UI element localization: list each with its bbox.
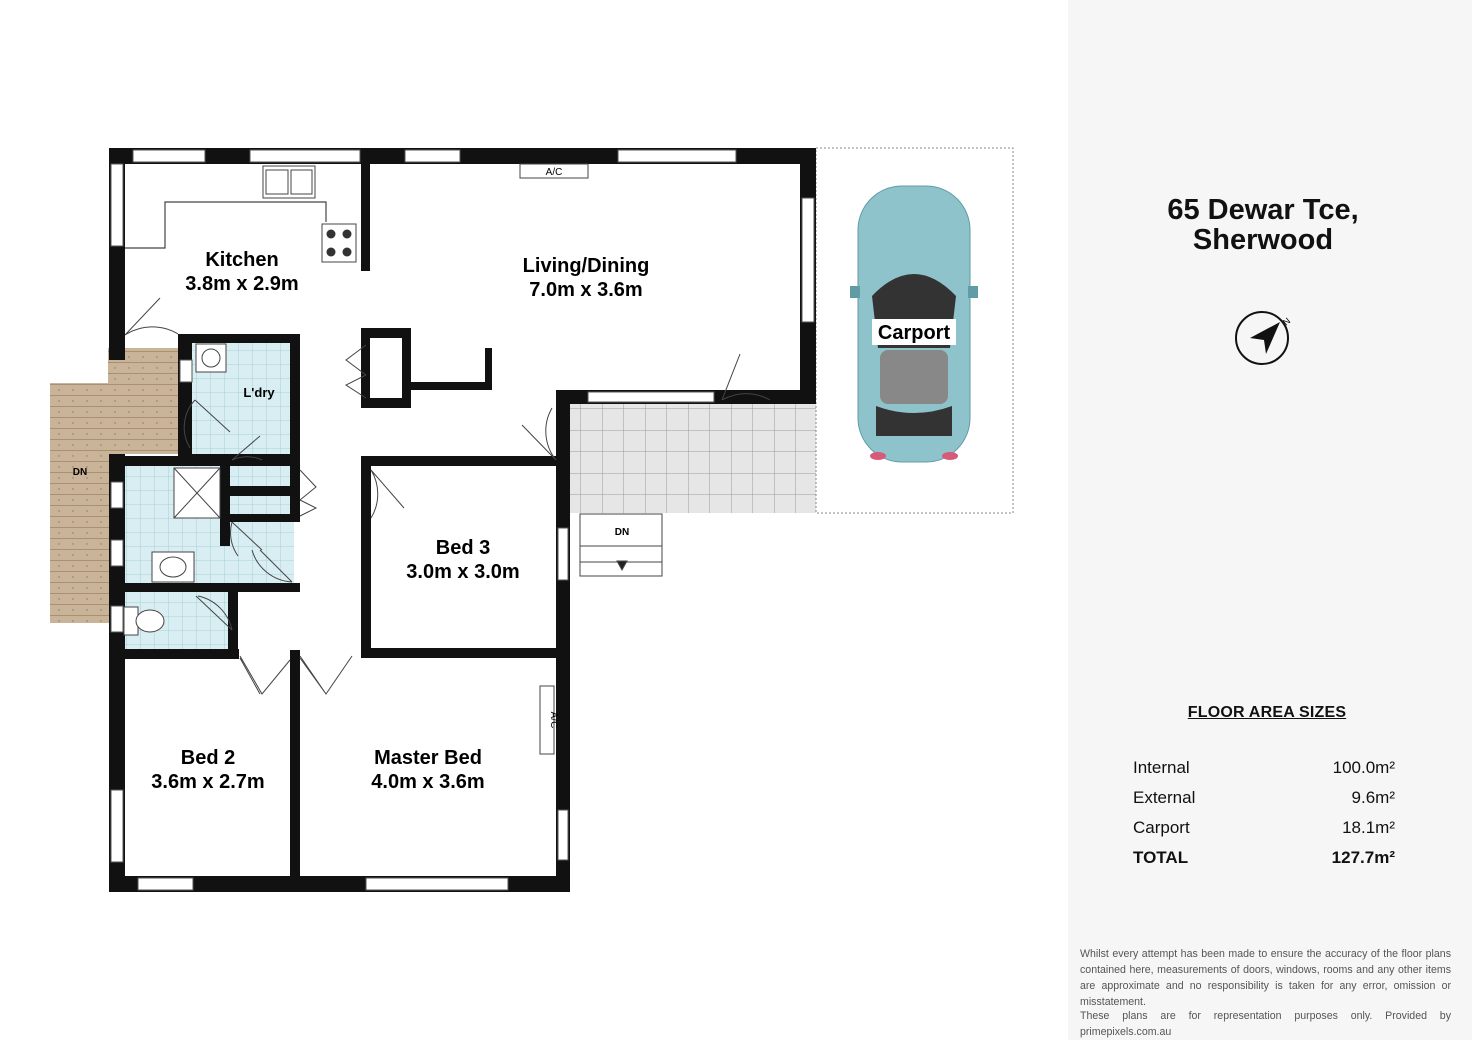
deck-lower — [50, 383, 112, 623]
info-sidebar — [1068, 0, 1472, 1040]
area-row-carport — [1133, 818, 1395, 840]
area-label: External — [1133, 788, 1196, 807]
kitchen-size: 3.8m x 2.9m — [185, 273, 299, 295]
laundry-name: L'dry — [243, 385, 275, 400]
bed2-size: 3.6m x 2.7m — [151, 771, 265, 793]
area-label: TOTAL — [1133, 848, 1189, 867]
kitchen-name: Kitchen — [205, 249, 279, 271]
provider-text: These plans are for representation purposes only. Provided by primepixels.com.au — [1080, 1010, 1451, 1038]
bed3-size: 3.0m x 3.0m — [406, 561, 520, 583]
north-compass-icon — [1234, 308, 1294, 368]
carport-name: Carport — [877, 322, 951, 344]
ac-label: A/C — [548, 711, 559, 729]
area-value: 100.0m² — [1332, 758, 1395, 777]
porch-stairs-label: DN — [614, 527, 630, 538]
living-name: Living/Dining — [522, 255, 650, 277]
north-label: N — [1280, 315, 1293, 328]
area-row-external — [1133, 788, 1395, 810]
master-name: Master Bed — [374, 747, 482, 769]
deck-upper — [108, 348, 180, 454]
area-label: Internal — [1133, 758, 1190, 777]
basin-icon — [152, 552, 194, 582]
address-line1: 65 Dewar Tce, — [1167, 194, 1359, 226]
area-label: Carport — [1133, 818, 1190, 837]
bed2-name: Bed 2 — [180, 747, 236, 769]
area-value: 18.1m² — [1342, 818, 1395, 837]
area-value: 9.6m² — [1351, 788, 1395, 807]
ac-label: A/C — [545, 167, 563, 178]
master-size: 4.0m x 3.6m — [371, 771, 485, 793]
area-value: 127.7m² — [1331, 848, 1395, 867]
porch-paving — [568, 403, 816, 513]
floor-area-title: FLOOR AREA SIZES — [1187, 704, 1347, 721]
bed3-name: Bed 3 — [435, 537, 491, 559]
disclaimer-text: Whilst every attempt has been made to ensure the accuracy of the floor plans contained here, measurements of doors, windows, rooms and any other items are approximate and no responsibility is taken for any error, omission or misstatement. — [1080, 948, 1451, 1008]
area-row-total — [1133, 848, 1395, 870]
address-line2: Sherwood — [1192, 224, 1334, 256]
deck-stairs-label: DN — [72, 467, 88, 478]
cooktop-icon — [322, 224, 356, 262]
kitchen-bench — [125, 202, 326, 248]
ac-living — [520, 164, 588, 178]
shower-icon — [174, 468, 220, 518]
area-row-internal — [1133, 758, 1395, 780]
sink-icon — [263, 166, 315, 198]
living-size: 7.0m x 3.6m — [529, 279, 643, 301]
tub-icon — [196, 344, 226, 372]
porch-steps — [580, 514, 662, 576]
